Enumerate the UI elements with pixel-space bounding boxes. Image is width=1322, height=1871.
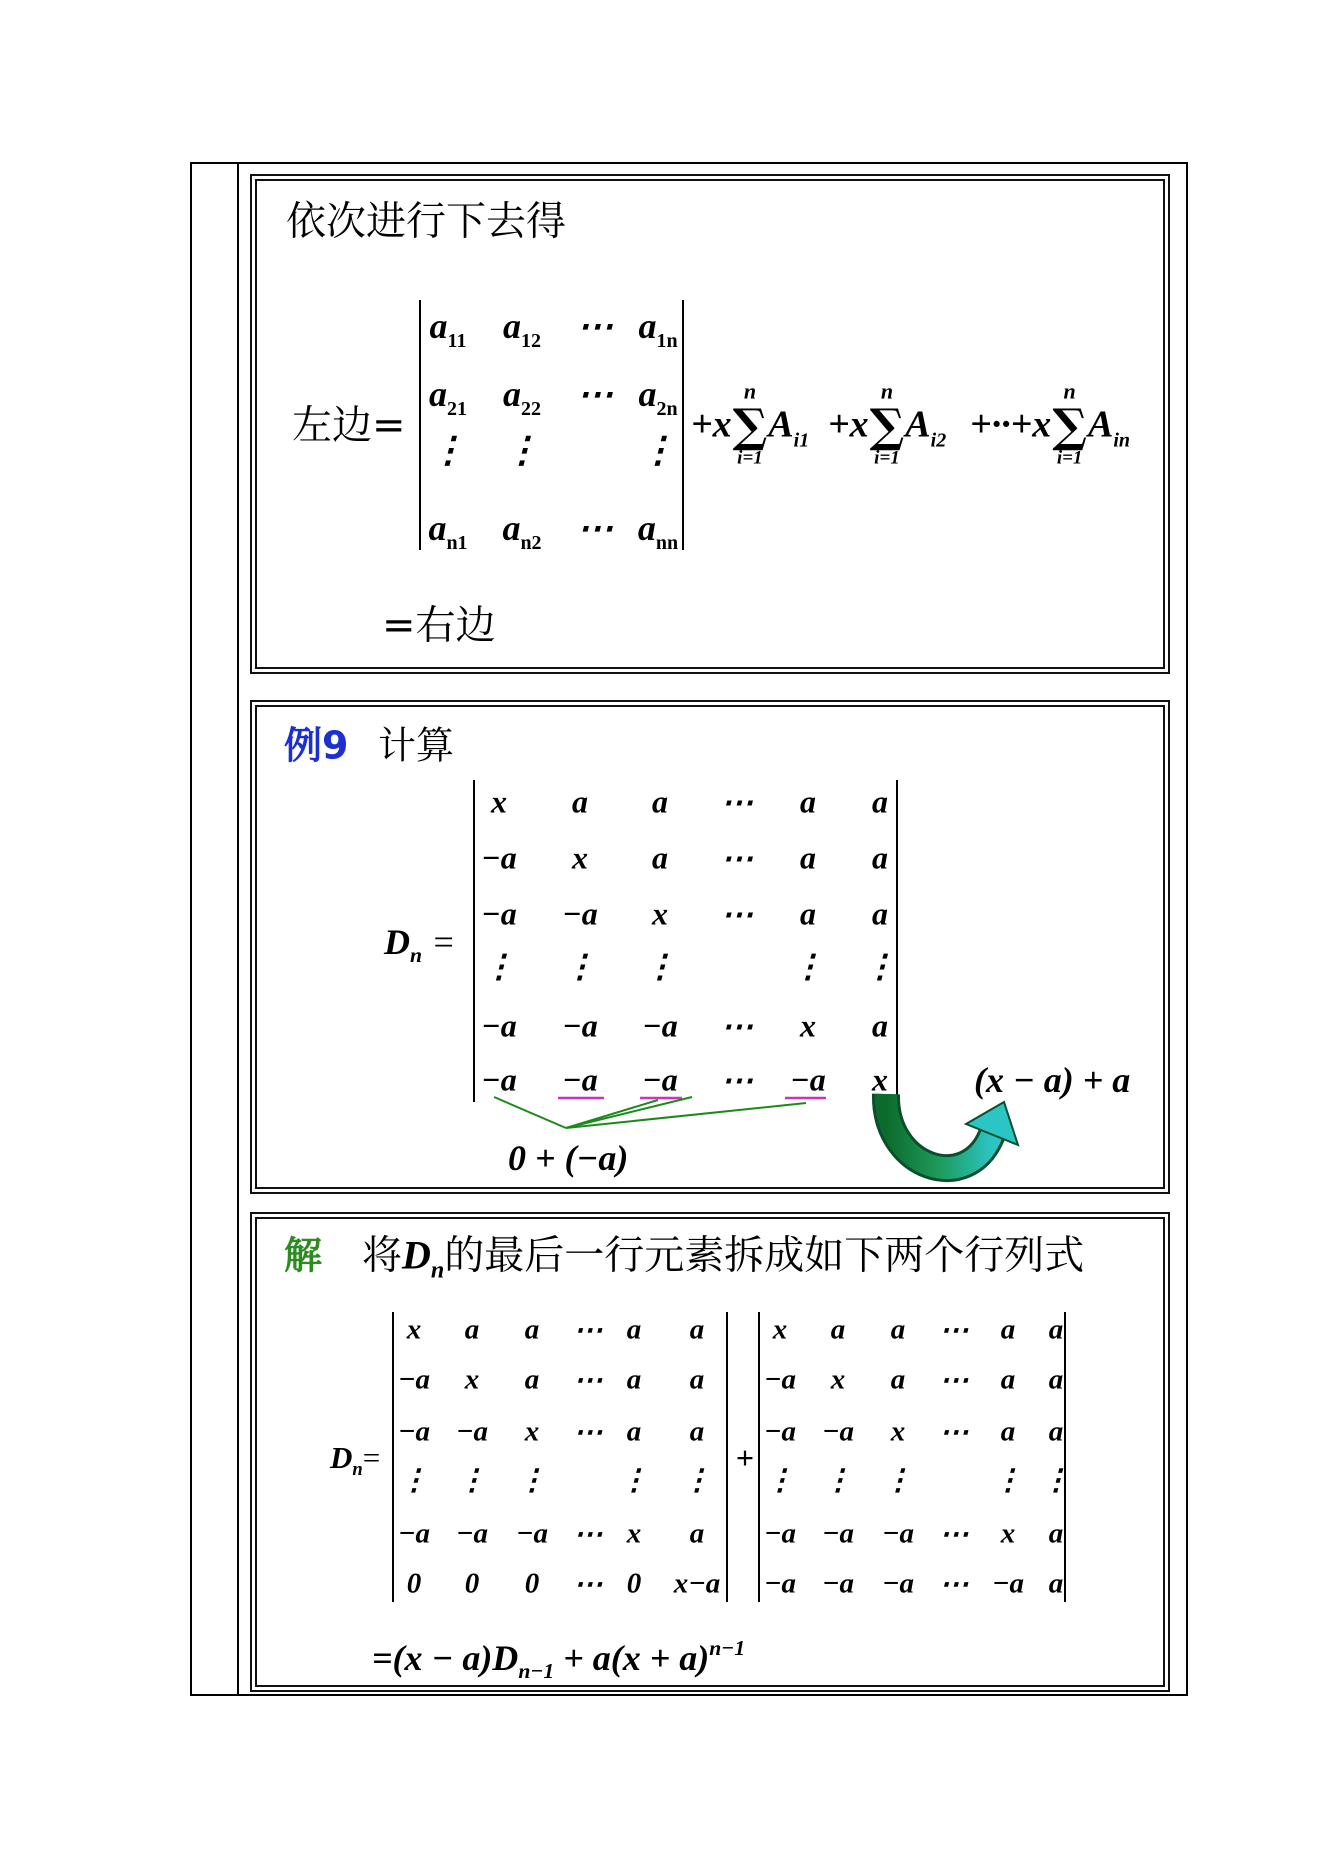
matrix-entry: a [872, 895, 888, 932]
det2-right-bar [896, 780, 898, 1102]
det1-right-bar [682, 300, 684, 550]
matrix-entry [577, 507, 613, 549]
matrix-entry: −a [821, 1415, 855, 1448]
matrix-entry: −a [455, 1517, 489, 1550]
sum-lower-limit: i=1 [1056, 447, 1083, 469]
matrix-entry: a [800, 895, 816, 932]
entry-subscript: n1 [446, 532, 468, 554]
matrix-entry: ⋯ [939, 1518, 969, 1551]
matrix-entry: −a [991, 1567, 1025, 1600]
matrix-entry: a [800, 783, 816, 820]
sum-operator [732, 378, 768, 469]
matrix-entry [638, 305, 678, 352]
cofactor-subscript: i1 [793, 429, 810, 451]
lhs-label: 左边= [292, 402, 406, 449]
matrix-entry: 0 [464, 1567, 480, 1600]
result-formula [372, 1635, 746, 1684]
matrix-entry [577, 305, 613, 347]
matrix-entry: ⋯ [939, 1364, 969, 1397]
matrix-entry: a [872, 839, 888, 876]
split-note: 0 + (−a) [508, 1138, 629, 1178]
matrix-entry: −a [562, 1061, 598, 1098]
matrix-entry [503, 305, 541, 352]
sum-operator [1052, 378, 1087, 469]
matrix-entry: −a [397, 1415, 431, 1448]
matrix-entry: −a [763, 1363, 797, 1396]
matrix-entry: ⋯ [573, 1314, 603, 1347]
matrix-entry: a [890, 1313, 906, 1346]
entry-base: ⋮ [640, 430, 676, 470]
matrix-entry: a [626, 1313, 642, 1346]
instruction-d-base: D [402, 1232, 431, 1278]
equals-sign: = [433, 922, 454, 962]
matrix-entry: x [872, 1061, 888, 1098]
matrix-entry: −a [562, 895, 598, 932]
matrix-entry [429, 373, 467, 420]
matrix-entry: x [572, 839, 588, 876]
matrix-entry: ⋮ [823, 1464, 853, 1497]
matrix-entry: a [1048, 1567, 1064, 1600]
matrix-entry: a [689, 1415, 705, 1448]
matrix-entry: −a [881, 1517, 915, 1550]
matrix-entry: a [524, 1313, 540, 1346]
sum-upper-limit: n [743, 378, 757, 404]
matrix-entry: a [689, 1313, 705, 1346]
entry-base: ⋮ [430, 430, 466, 470]
matrix-entry: a [652, 839, 668, 876]
entry-base: a [429, 306, 448, 346]
matrix-entry: ⋯ [573, 1364, 603, 1397]
matrix-entry: −a [397, 1517, 431, 1550]
matrix-entry: a [890, 1363, 906, 1396]
sum-upper-limit: n [880, 378, 894, 404]
dn-lhs [384, 921, 454, 968]
matrix-entry: x−a [673, 1567, 721, 1600]
matrix-entry: a [572, 783, 588, 820]
matrix-entry: −a [821, 1567, 855, 1600]
matrix-entry: ⋮ [682, 1464, 712, 1497]
instruction-d-subscript: n [430, 1257, 445, 1284]
matrix-entry: ⋮ [1041, 1464, 1071, 1497]
table-column-divider [237, 162, 239, 1696]
matrix-entry: ⋮ [765, 1464, 795, 1497]
entry-subscript: 11 [447, 330, 467, 352]
dn-subscript: n [410, 943, 423, 968]
matrix-entry: ⋯ [573, 1416, 603, 1449]
matrix-entry: a [464, 1313, 480, 1346]
sum-term-3 [970, 378, 1130, 469]
entry-subscript: 1n [656, 330, 678, 352]
matrix-entry: −a [642, 1007, 678, 1044]
matrix-entry: ⋮ [993, 1464, 1023, 1497]
matrix-entry [504, 429, 540, 471]
plus-sign: + [735, 1439, 755, 1476]
cofactor-term [1087, 402, 1130, 451]
result-superscript: n−1 [709, 1635, 746, 1660]
entry-subscript: 2n [656, 398, 678, 420]
det3-left-left-bar [392, 1312, 394, 1602]
example-task: 计算 [378, 723, 455, 768]
matrix-entry: x [406, 1313, 422, 1346]
dn-subscript: n [352, 1459, 363, 1481]
sigma-symbol: ∑ [732, 398, 768, 453]
cofactor-term [768, 402, 810, 451]
cofactor-term [905, 402, 947, 451]
matrix-entry: ⋮ [457, 1464, 487, 1497]
entry-subscript: nn [655, 532, 679, 554]
matrix-entry: ⋯ [939, 1314, 969, 1347]
entry-base: ⋯ [577, 306, 613, 346]
matrix-entry: ⋯ [721, 1062, 753, 1098]
matrix-entry: a [800, 839, 816, 876]
matrix-entry: ⋯ [939, 1416, 969, 1449]
matrix-entry: ⋯ [939, 1568, 969, 1601]
matrix-entry: −a [790, 1061, 826, 1098]
matrix-entry: x [1000, 1517, 1016, 1550]
matrix-entry: −a [481, 1007, 517, 1044]
entry-subscript: n2 [520, 532, 542, 554]
entry-base: a [638, 306, 657, 346]
matrix-entry: −a [642, 1061, 678, 1098]
matrix-entry: −a [481, 895, 517, 932]
sum-term-1 [691, 378, 810, 469]
matrix-entry: −a [455, 1415, 489, 1448]
matrix-entry: ⋯ [721, 784, 753, 820]
matrix-entry: ⋮ [564, 948, 596, 984]
entry-subscript: 22 [521, 398, 541, 420]
entry-base: a [637, 508, 656, 548]
matrix-entry [503, 373, 541, 420]
entry-base: a [429, 374, 447, 414]
entry-base: ⋯ [577, 508, 613, 548]
entry-base: a [428, 508, 447, 548]
matrix-entry: a [1048, 1517, 1064, 1550]
matrix-entry: 0 [406, 1567, 422, 1600]
det3-right-right-bar [1064, 1312, 1066, 1602]
entry-subscript: 12 [521, 330, 541, 352]
matrix-entry: 0 [626, 1567, 642, 1600]
matrix-entry [502, 507, 542, 554]
matrix-entry: a [1000, 1363, 1016, 1396]
matrix-entry: x [491, 783, 507, 820]
matrix-entry: ⋮ [619, 1464, 649, 1497]
rhs-label: =右边 [382, 602, 496, 649]
matrix-entry: ⋮ [399, 1464, 429, 1497]
dn-base: D [384, 922, 410, 962]
matrix-entry: a [1000, 1313, 1016, 1346]
matrix-entry [428, 507, 468, 554]
matrix-entry: x [830, 1363, 846, 1396]
derivation-heading: 依次进行下去得 [286, 198, 566, 245]
matrix-entry: x [652, 895, 668, 932]
matrix-entry: a [524, 1363, 540, 1396]
matrix-entry: −a [481, 1061, 517, 1098]
entry-base: a [638, 374, 657, 414]
entry-base: a [503, 306, 521, 346]
matrix-entry: a [626, 1363, 642, 1396]
sigma-symbol: ∑ [869, 398, 905, 453]
cofactor-base: A [1087, 403, 1114, 445]
cofactor-subscript: i2 [930, 429, 947, 451]
cofactor-subscript: in [1113, 429, 1130, 451]
entry-base: ⋯ [577, 374, 613, 414]
matrix-entry: −a [763, 1517, 797, 1550]
result-lead: =(x − a)D [372, 1638, 519, 1678]
matrix-entry: a [830, 1313, 846, 1346]
matrix-entry: ⋯ [573, 1568, 603, 1601]
matrix-entry: −a [763, 1415, 797, 1448]
matrix-entry: −a [397, 1363, 431, 1396]
sum-term-prefix: +x [828, 403, 869, 445]
det2-left-bar [473, 780, 475, 1102]
matrix-entry: ⋮ [644, 948, 676, 984]
matrix-entry: a [652, 783, 668, 820]
matrix-entry: a [1048, 1363, 1064, 1396]
matrix-entry: −a [763, 1567, 797, 1600]
dn-base: D [330, 1440, 353, 1475]
matrix-entry [430, 429, 466, 471]
solution-instruction [362, 1224, 1085, 1284]
matrix-entry: ⋮ [517, 1464, 547, 1497]
matrix-entry: a [689, 1363, 705, 1396]
sum-term-prefix: +··+x [970, 403, 1052, 445]
cofactor-base: A [768, 403, 794, 445]
matrix-entry: ⋯ [721, 840, 753, 876]
equals-sign: = [362, 1440, 381, 1475]
matrix-entry: x [890, 1415, 906, 1448]
matrix-entry: x [464, 1363, 480, 1396]
matrix-entry: a [872, 783, 888, 820]
matrix-entry: −a [481, 839, 517, 876]
sum-lower-limit: i=1 [874, 447, 900, 469]
matrix-entry: a [689, 1517, 705, 1550]
matrix-entry: −a [881, 1567, 915, 1600]
sum-lower-limit: i=1 [737, 447, 763, 469]
matrix-entry: a [872, 1007, 888, 1044]
matrix-entry [638, 373, 678, 420]
entry-base: ⋮ [504, 430, 540, 470]
solution-label: 解 [284, 1233, 323, 1278]
matrix-entry [429, 305, 467, 352]
matrix-entry: ⋯ [721, 1008, 753, 1044]
diagonal-note: (x − a) + a [974, 1060, 1131, 1100]
matrix-entry: x [626, 1517, 642, 1550]
entry-base: a [502, 508, 521, 548]
matrix-entry: a [1000, 1415, 1016, 1448]
matrix-entry: ⋯ [721, 896, 753, 932]
cofactor-base: A [905, 403, 931, 445]
result-subscript: n−1 [518, 1659, 555, 1684]
entry-subscript: 21 [447, 398, 467, 420]
dn-lhs-solution [330, 1440, 381, 1481]
matrix-entry: x [800, 1007, 816, 1044]
matrix-entry: −a [821, 1517, 855, 1550]
sum-upper-limit: n [1063, 378, 1076, 404]
matrix-entry [640, 429, 676, 471]
matrix-entry: a [626, 1415, 642, 1448]
matrix-entry: x [772, 1313, 788, 1346]
matrix-entry: −a [515, 1517, 549, 1550]
matrix-entry: ⋮ [483, 948, 515, 984]
result-mid: + a(x + a) [554, 1638, 710, 1678]
sum-term-2 [828, 378, 947, 469]
matrix-entry [637, 507, 679, 554]
matrix-entry: ⋮ [864, 948, 896, 984]
det3-left-right-bar [726, 1312, 728, 1602]
matrix-entry: x [524, 1415, 540, 1448]
matrix-entry: ⋯ [573, 1518, 603, 1551]
matrix-entry: ⋮ [792, 948, 824, 984]
matrix-entry: −a [562, 1007, 598, 1044]
det3-right-left-bar [758, 1312, 760, 1602]
sum-operator [869, 378, 905, 469]
entry-base: a [503, 374, 521, 414]
example-label: 例9 [284, 723, 349, 768]
det1-left-bar [419, 300, 421, 550]
box-solution [250, 1212, 1170, 1692]
instruction-pre: 将 [362, 1232, 402, 1279]
matrix-entry: a [1048, 1313, 1064, 1346]
matrix-entry [577, 373, 613, 415]
sum-term-prefix: +x [691, 403, 732, 445]
matrix-entry: ⋮ [883, 1464, 913, 1497]
matrix-entry: 0 [524, 1567, 540, 1600]
matrix-entry: a [1048, 1415, 1064, 1448]
instruction-post: 的最后一行元素拆成如下两个行列式 [444, 1232, 1085, 1279]
sigma-symbol: ∑ [1052, 398, 1087, 453]
